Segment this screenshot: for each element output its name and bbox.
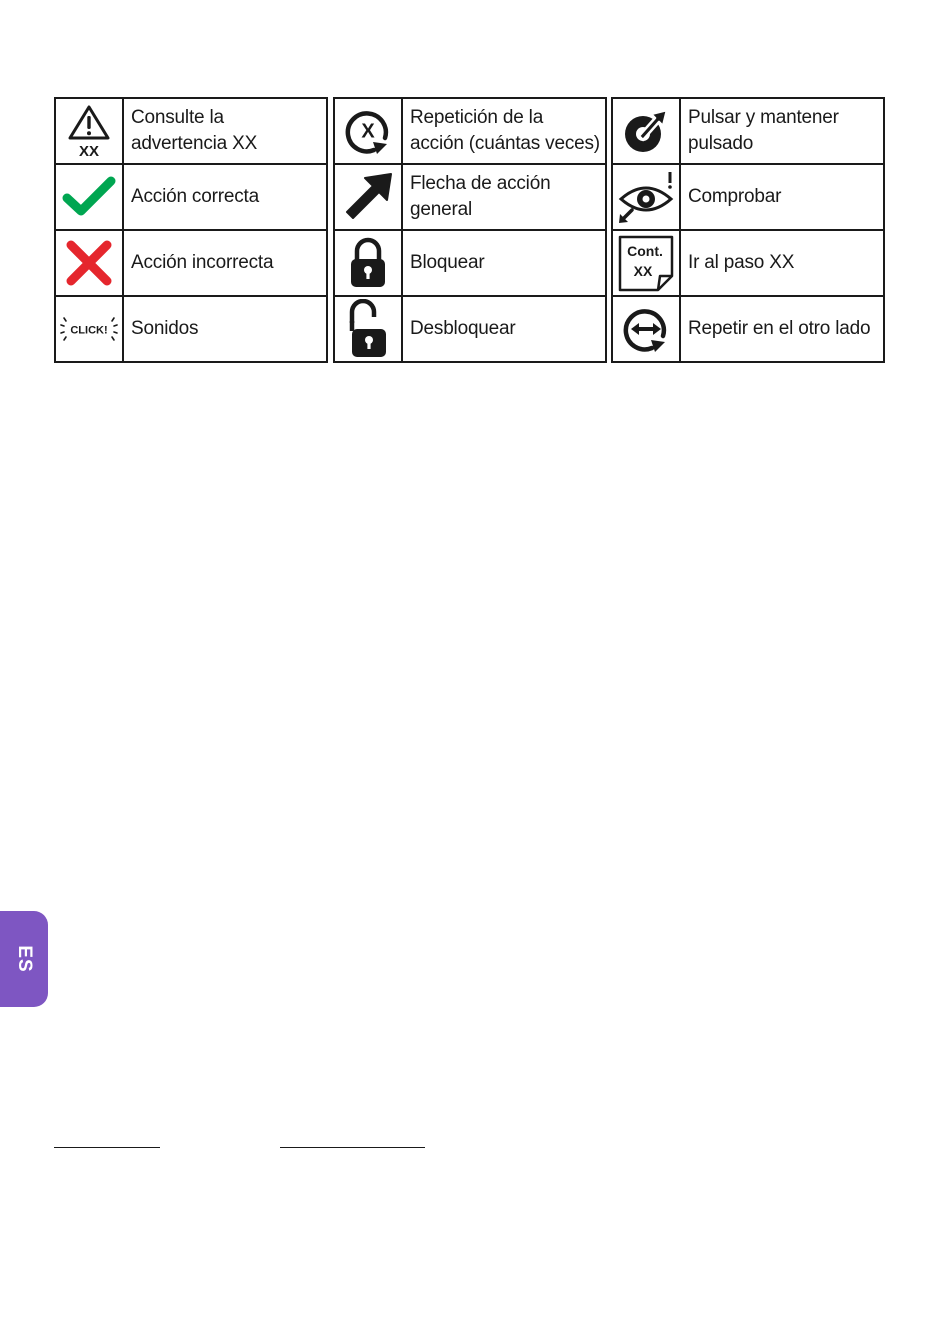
footnote-rule-2 [280,1147,425,1148]
legend-table-3 [611,97,885,363]
legend-icon-cell [55,98,123,164]
legend-row [612,296,884,362]
legend-label: Repetir en el otro lado [680,296,884,362]
go-to-step-icon [617,234,675,292]
legend-icon-cell [612,98,680,164]
legend-row [334,296,606,362]
legend-icon-cell [334,98,402,164]
legend-row [334,98,606,164]
legend-row [334,164,606,230]
legend-label: Flecha de acción general [402,164,606,230]
repeat-x-times-icon [341,104,395,158]
warning-icon-text: XX [78,143,100,158]
legend-label: Bloquear [402,230,606,296]
lock-icon [348,236,388,290]
legend-row [55,164,327,230]
legend-row [55,296,327,362]
red-x-icon [63,237,115,289]
legend-table-1 [54,97,328,363]
legend-label: Pulsar y mantener pulsado [680,98,884,164]
step-icon-text: Cont. [627,243,663,259]
legend-label: Comprobar [680,164,884,230]
legend-label: Acción correcta [123,164,327,230]
legend-icon-cell [55,230,123,296]
warning-triangle-icon [67,104,111,158]
language-tab [0,911,48,1007]
click-icon-text: CLICK! [70,324,108,337]
legend-icon-cell [55,296,123,362]
language-tab-label: ES [14,945,35,973]
legend-icon-cell [612,230,680,296]
press-and-hold-icon [619,104,673,158]
legend-icon-cell [334,230,402,296]
legend-label: Ir al paso XX [680,230,884,296]
action-arrow-icon [339,168,397,226]
click-sound-icon [59,314,119,344]
legend-row [55,98,327,164]
legend-row [55,230,327,296]
legend-label: Repetición de la acción (cuántas veces) [402,98,606,164]
legend-icon-cell [55,164,123,230]
legend-label: Acción incorrecta [123,230,327,296]
eye-check-icon [616,169,676,225]
footnote-rule-1 [54,1147,160,1148]
step-icon-number: XX [633,263,653,279]
repeat-other-side-icon [619,302,673,356]
legend-icon-cell [334,164,402,230]
legend-icon-cell [612,296,680,362]
legend-table-2 [333,97,607,363]
legend-label: Sonidos [123,296,327,362]
legend-label: Desbloquear [402,296,606,362]
repeat-icon-text: X [361,120,375,143]
legend-row [612,164,884,230]
green-check-icon [61,174,117,220]
legend-icon-cell [612,164,680,230]
legend-label: Consulte la advertencia XX [123,98,327,164]
legend-row [612,230,884,296]
legend-row [612,98,884,164]
legend-row [334,230,606,296]
legend-icon-cell [334,296,402,362]
unlock-icon [345,299,391,359]
